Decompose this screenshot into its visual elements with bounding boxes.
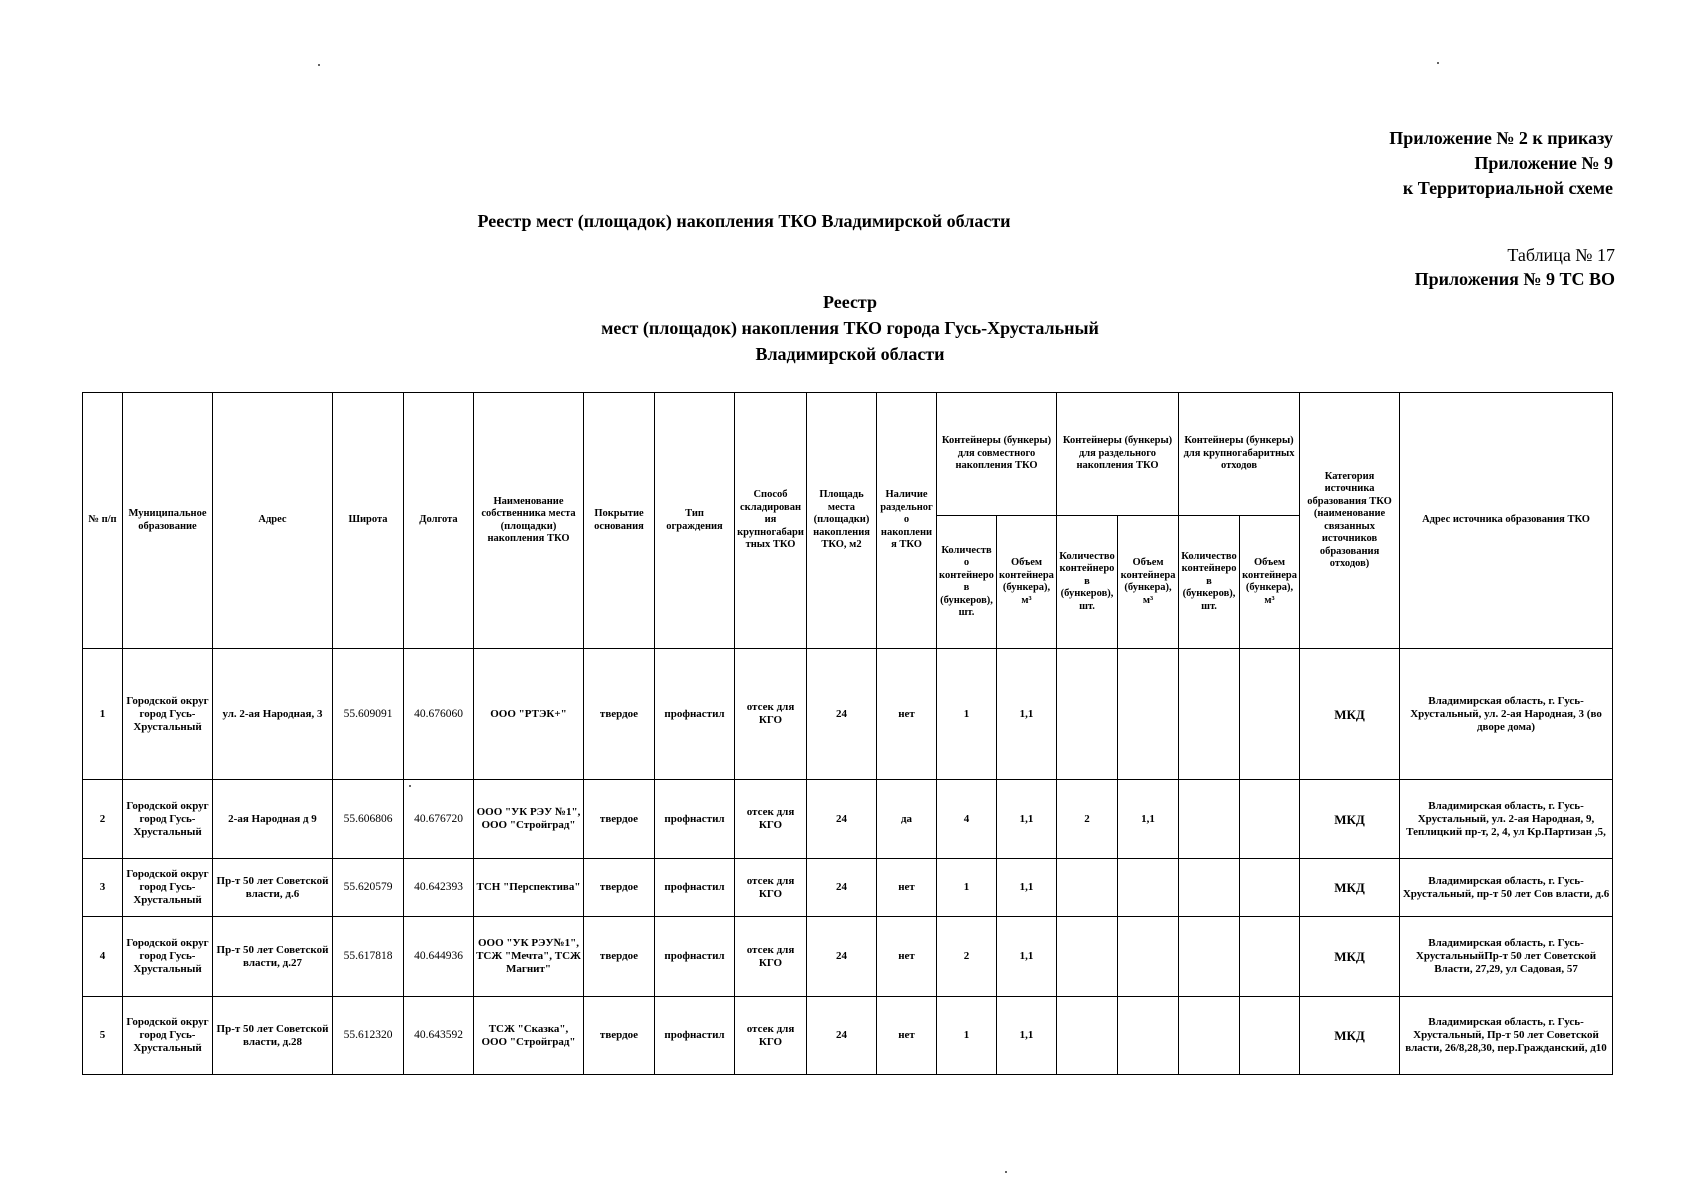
cell-bulky-count (1179, 997, 1240, 1075)
cell-area: 24 (807, 649, 877, 780)
cell-joint-volume: 1,1 (997, 859, 1057, 917)
cell-area: 24 (807, 859, 877, 917)
cell-num: 4 (83, 917, 123, 997)
header-fence: Тип ограждения (655, 393, 735, 649)
cell-storage: отсек для КГО (735, 997, 807, 1075)
header-separate-volume: Объем контейнера (бункера), м³ (1118, 516, 1179, 649)
header-source-address: Адрес источника образования ТКО (1400, 393, 1613, 649)
cell-municipality: Городской округ город Гусь-Хрустальный (123, 649, 213, 780)
document-title (0, 211, 1704, 232)
cell-source-address: Владимирская область, г. Гусь-Хрустальный, Пр-т 50 лет Советской власти, 26/8,28,30, пер.Гражданский, д10 (1400, 997, 1613, 1075)
cell-num: 2 (83, 780, 123, 859)
appendix-line-1: Приложение № 2 к приказу (1389, 128, 1613, 148)
registry-subtitle (500, 289, 1200, 367)
cell-address: ул. 2-ая Народная, 3 (213, 649, 333, 780)
header-storage: Способ складирования крупногабаритных ТКО (735, 393, 807, 649)
cell-source-address: Владимирская область, г. Гусь-Хрустальный, пр-т 50 лет Сов власти, д.6 (1400, 859, 1613, 917)
header-num: № п/п (83, 393, 123, 649)
header-category: Категория источника образования ТКО (наименование связанных источников образования отходов) (1300, 393, 1400, 649)
cell-surface: твердое (584, 780, 655, 859)
cell-fence: профнастил (655, 917, 735, 997)
subtitle-line-2: мест (площадок) накопления ТКО города Гусь-Хрустальный (601, 318, 1099, 338)
header-separate: Наличие раздельного накопления ТКО (877, 393, 937, 649)
scan-speck (1437, 62, 1439, 64)
cell-latitude: 55.606806 (333, 780, 404, 859)
appendix-line-3: к Территориальной схеме (1402, 178, 1613, 198)
appendix-line-2: Приложение № 9 (1474, 153, 1613, 173)
cell-address: Пр-т 50 лет Советской власти, д.27 (213, 917, 333, 997)
header-joint-group: Контейнеры (бункеры) для совместного накопления ТКО (937, 393, 1057, 516)
cell-longitude: 40.643592 (404, 997, 474, 1075)
cell-bulky-volume (1240, 780, 1300, 859)
cell-joint-volume: 1,1 (997, 997, 1057, 1075)
cell-municipality: Городской округ город Гусь-Хрустальный (123, 859, 213, 917)
cell-municipality: Городской округ город Гусь-Хрустальный (123, 780, 213, 859)
cell-bulky-volume (1240, 649, 1300, 780)
registry-table (82, 392, 1613, 1075)
cell-owner: ООО "УК РЭУ№1", ТСЖ "Мечта", ТСЖ Магнит" (474, 917, 584, 997)
cell-bulky-volume (1240, 859, 1300, 917)
cell-latitude: 55.617818 (333, 917, 404, 997)
cell-separate-volume: 1,1 (1118, 780, 1179, 859)
header-bulky-volume: Объем контейнера (бункера), м³ (1240, 516, 1300, 649)
cell-fence: профнастил (655, 780, 735, 859)
cell-joint-volume: 1,1 (997, 780, 1057, 859)
cell-bulky-volume (1240, 997, 1300, 1075)
cell-joint-count: 1 (937, 997, 997, 1075)
cell-address: Пр-т 50 лет Советской власти, д.28 (213, 997, 333, 1075)
table-row (83, 917, 1613, 997)
cell-fence: профнастил (655, 649, 735, 780)
table-reference (1415, 243, 1615, 291)
cell-surface: твердое (584, 917, 655, 997)
cell-longitude: 40.644936 (404, 917, 474, 997)
cell-bulky-count (1179, 780, 1240, 859)
cell-bulky-volume (1240, 917, 1300, 997)
cell-joint-count: 4 (937, 780, 997, 859)
cell-latitude: 55.612320 (333, 997, 404, 1075)
cell-longitude: 40.676060 (404, 649, 474, 780)
cell-bulky-count (1179, 917, 1240, 997)
cell-category: МКД (1300, 859, 1400, 917)
cell-owner: ТСН "Перспектива" (474, 859, 584, 917)
cell-separate: да (877, 780, 937, 859)
cell-storage: отсек для КГО (735, 780, 807, 859)
header-latitude: Широта (333, 393, 404, 649)
cell-bulky-count (1179, 859, 1240, 917)
cell-separate-volume (1118, 649, 1179, 780)
scan-speck (318, 64, 320, 66)
table-row (83, 997, 1613, 1075)
cell-separate-count: 2 (1057, 780, 1118, 859)
cell-storage: отсек для КГО (735, 917, 807, 997)
cell-municipality: Городской округ город Гусь-Хрустальный (123, 917, 213, 997)
cell-fence: профнастил (655, 859, 735, 917)
table-number: Таблица № 17 (1507, 245, 1615, 265)
cell-longitude: 40.642393 (404, 859, 474, 917)
header-joint-count: Количество контейнеров (бункеров), шт. (937, 516, 997, 649)
header-bulky-count: Количество контейнеров (бункеров), шт. (1179, 516, 1240, 649)
cell-longitude: 40.676720 (404, 780, 474, 859)
cell-separate: нет (877, 917, 937, 997)
cell-separate-count (1057, 997, 1118, 1075)
cell-storage: отсек для КГО (735, 859, 807, 917)
document-title-text: Реестр мест (площадок) накопления ТКО Владимирской области (477, 211, 1011, 231)
cell-separate: нет (877, 997, 937, 1075)
cell-source-address: Владимирская область, г. Гусь-Хрустальный, ул. 2-ая Народная, 9, Теплицкий пр-т, 2, 4, ул Кр.Партизан ,5, (1400, 780, 1613, 859)
header-address: Адрес (213, 393, 333, 649)
cell-num: 5 (83, 997, 123, 1075)
cell-source-address: Владимирская область, г. Гусь-Хрустальный, ул. 2-ая Народная, 3 (во дворе дома) (1400, 649, 1613, 780)
cell-joint-count: 1 (937, 859, 997, 917)
header-area: Площадь места (площадки) накопления ТКО, м2 (807, 393, 877, 649)
cell-separate-count (1057, 917, 1118, 997)
cell-joint-volume: 1,1 (997, 917, 1057, 997)
appendix-header (1389, 126, 1613, 201)
table-row (83, 649, 1613, 780)
table-row (83, 780, 1613, 859)
cell-latitude: 55.609091 (333, 649, 404, 780)
cell-surface: твердое (584, 649, 655, 780)
cell-area: 24 (807, 780, 877, 859)
cell-owner: ООО "РТЭК+" (474, 649, 584, 780)
cell-area: 24 (807, 997, 877, 1075)
header-joint-volume: Объем контейнера (бункера), м³ (997, 516, 1057, 649)
cell-separate-volume (1118, 917, 1179, 997)
subtitle-line-3: Владимирской области (755, 344, 945, 364)
cell-surface: твердое (584, 997, 655, 1075)
header-surface: Покрытие основания (584, 393, 655, 649)
cell-municipality: Городской округ город Гусь-Хрустальный (123, 997, 213, 1075)
cell-fence: профнастил (655, 997, 735, 1075)
cell-surface: твердое (584, 859, 655, 917)
cell-separate: нет (877, 859, 937, 917)
cell-source-address: Владимирская область, г. Гусь-ХрустальныйПр-т 50 лет Советской Власти, 27,29, ул Садовая, 57 (1400, 917, 1613, 997)
cell-bulky-count (1179, 649, 1240, 780)
cell-joint-count: 2 (937, 917, 997, 997)
cell-separate-count (1057, 859, 1118, 917)
cell-address: 2-ая Народная д 9 (213, 780, 333, 859)
cell-num: 1 (83, 649, 123, 780)
cell-separate-count (1057, 649, 1118, 780)
cell-category: МКД (1300, 780, 1400, 859)
cell-joint-volume: 1,1 (997, 649, 1057, 780)
cell-owner: ТСЖ "Сказка", ООО "Стройград" (474, 997, 584, 1075)
scan-speck (1005, 1171, 1007, 1173)
subtitle-line-1: Реестр (822, 292, 878, 312)
table-row (83, 859, 1613, 917)
header-owner: Наименование собственника места (площадки) накопления ТКО (474, 393, 584, 649)
cell-area: 24 (807, 917, 877, 997)
header-municipality: Муниципальное образование (123, 393, 213, 649)
cell-storage: отсек для КГО (735, 649, 807, 780)
header-separate-count: Количество контейнеров (бункеров), шт. (1057, 516, 1118, 649)
cell-joint-count: 1 (937, 649, 997, 780)
cell-owner: ООО "УК РЭУ №1", ООО "Стройград" (474, 780, 584, 859)
cell-num: 3 (83, 859, 123, 917)
cell-category: МКД (1300, 917, 1400, 997)
cell-category: МКД (1300, 649, 1400, 780)
header-longitude: Долгота (404, 393, 474, 649)
cell-separate: нет (877, 649, 937, 780)
cell-separate-volume (1118, 859, 1179, 917)
header-separate-group: Контейнеры (бункеры) для раздельного накопления ТКО (1057, 393, 1179, 516)
cell-separate-volume (1118, 997, 1179, 1075)
table-appendix: Приложения № 9 ТС ВО (1414, 269, 1615, 289)
cell-latitude: 55.620579 (333, 859, 404, 917)
cell-category: МКД (1300, 997, 1400, 1075)
cell-address: Пр-т 50 лет Советской власти, д.6 (213, 859, 333, 917)
header-bulky-group: Контейнеры (бункеры) для крупногабаритных отходов (1179, 393, 1300, 516)
